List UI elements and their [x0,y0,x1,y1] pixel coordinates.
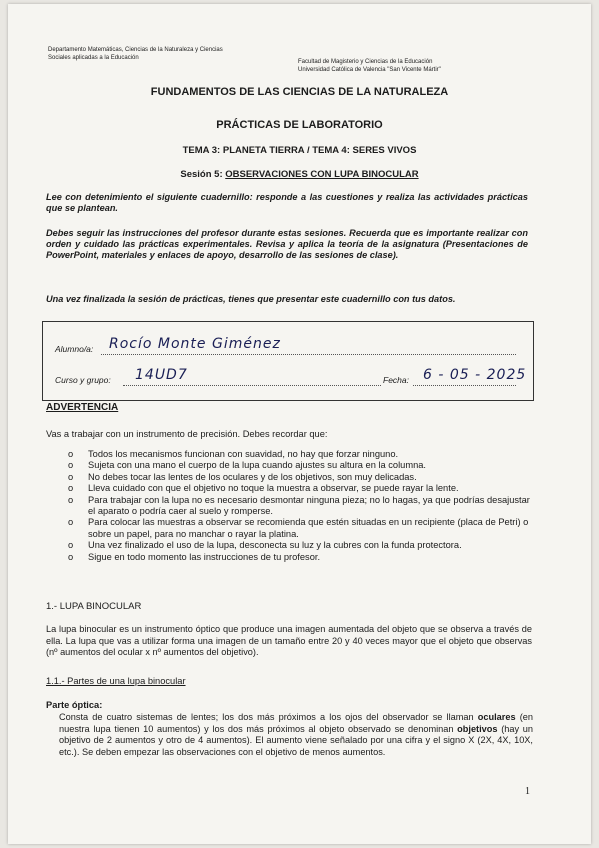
advertencia-heading: ADVERTENCIA [46,402,119,413]
list-item: o No debes tocar las lentes de los oculares y de los objetivos, son muy delicadas. [68,471,417,482]
page-number: 1 [525,786,530,797]
bullet-icon: o [68,449,74,459]
department-line-1: Departamento Matemáticas, Ciencias de la Naturaleza y Ciencias [48,47,223,53]
alumno-line [101,354,516,355]
fecha-handwritten-value[interactable]: 6 - 05 - 2025 [423,367,527,383]
section-1-heading: 1.- LUPA BINOCULAR [46,601,142,612]
bullet-icon: o [68,471,74,482]
curso-label: Curso y grupo: [55,375,111,385]
list-item: o Lleva cuidado con que el objetivo no toque la muestra a observar, se puede rayar la lente. [68,483,459,494]
department-header [48,46,223,62]
bullet-icon: o [68,517,74,528]
fecha-line [413,385,516,386]
bullet-icon: o [68,460,74,471]
course-title: FUNDAMENTOS DE LAS CIENCIAS DE LA NATURALEZA [150,86,449,98]
curso-line [123,385,381,386]
fecha-label: Fecha: [383,375,409,385]
oculares-term: oculares [477,712,516,722]
bullet-icon: o [68,483,74,494]
instruction-paragraph-3: Una vez finalizada la sesión de prácticas, tienes que presentar este cuadernillo con tus datos. [46,294,456,304]
instruction-paragraph-2: Debes seguir las instrucciones del profesor durante estas sesiones. Recuerda que es importante realizar con orden y cuidado las prácticas experimentales. Revisa y aplica la teoría de la asignatura (Presentaciones de PowerPoint, materiales y enlaces de apoyo, desarrollo de las sesiones de clase). [46,228,528,260]
section-1-paragraph: La lupa binocular es un instrumento óptico que produce una imagen aumentada del objeto que se observa a través de ella. La lupa que vas a utilizar forma una imagen de un tamaño entre 20 y 40 veces mayor que el objeto que observas (nº aumentos del ocular x nº aumentos del objetivo). [46,624,532,657]
faculty-line-2: Universidad Católica de Valencia "San Vicente Mártir" [298,67,441,73]
list-item: o Para trabajar con la lupa no es necesario desmontar ninguna pieza; no lo hagas, ya que podrías desajustar el aparato o podría caer al suelo y romperse. [68,494,530,517]
alumno-handwritten-value[interactable]: Rocío Monte Giménez [109,336,281,352]
alumno-label: Alumno/a: [55,344,94,354]
list-item: o Una vez finalizado el uso de la lupa, desconecta su luz y la cubres con la funda protectora. [68,540,462,551]
curso-handwritten-value[interactable]: 14UD7 [135,367,188,383]
sesion-prefix: Sesión 5: [180,169,226,180]
parte-optica-heading: Parte óptica: [46,700,103,710]
sesion-title [8,169,591,180]
parte-optica-paragraph: Consta de cuatro sistemas de lentes; los dos más próximos a los ojos del observador se llaman oculares (en nuestra lupa tienen 10 aumentos) y los dos más próximos al objeto observado se denominan objetivos (hay un objetivo de 2 aumentos y otro de 4 aumentos). El aumento viene señalado por una cifra y el signo X (2X, 4X, 10X, etc.). Se deben empezar las observaciones con el objetivo de menos aumentos. [59,712,534,757]
department-line-2: Sociales aplicadas a la Educación [48,55,139,61]
advertencia-intro: Vas a trabajar con un instrumento de precisión. Debes recordar que: [46,429,328,439]
advertencia-list [68,449,538,563]
tema-title: TEMA 3: PLANETA TIERRA / TEMA 4: SERES VIVOS [182,145,417,156]
practicas-title: PRÁCTICAS DE LABORATORIO [216,119,383,131]
instruction-paragraph-1: Lee con detenimiento el siguiente cuadernillo: responde a las cuestiones y realiza las actividades prácticas que se plantean. [46,192,528,213]
faculty-header [298,58,441,74]
bullet-icon: o [68,551,74,562]
sesion-name: OBSERVACIONES CON LUPA BINOCULAR [225,169,419,180]
list-item: o Sigue en todo momento las instrucciones de tu profesor. [68,551,321,562]
bullet-icon: o [68,540,74,551]
list-item: o Todos los mecanismos funcionan con suavidad, no hay que forzar ninguno. [68,449,399,459]
objetivos-term: objetivos [457,723,498,734]
list-item: o Para colocar las muestras a observar se recomienda que estén situadas en un recipiente (placa de Petri) o sobre un papel, para no manchar o rayar la platina. [68,517,529,539]
list-item: o Sujeta con una mano el cuerpo de la lupa cuando ajustes su altura en la columna. [68,460,427,471]
bullet-icon: o [68,494,74,505]
section-1-1-heading: 1.1.- Partes de una lupa binocular [46,676,186,686]
student-data-box [42,321,534,401]
faculty-line-1: Facultad de Magisterio y Ciencias de la Educación [298,59,433,65]
document-page [8,4,591,844]
